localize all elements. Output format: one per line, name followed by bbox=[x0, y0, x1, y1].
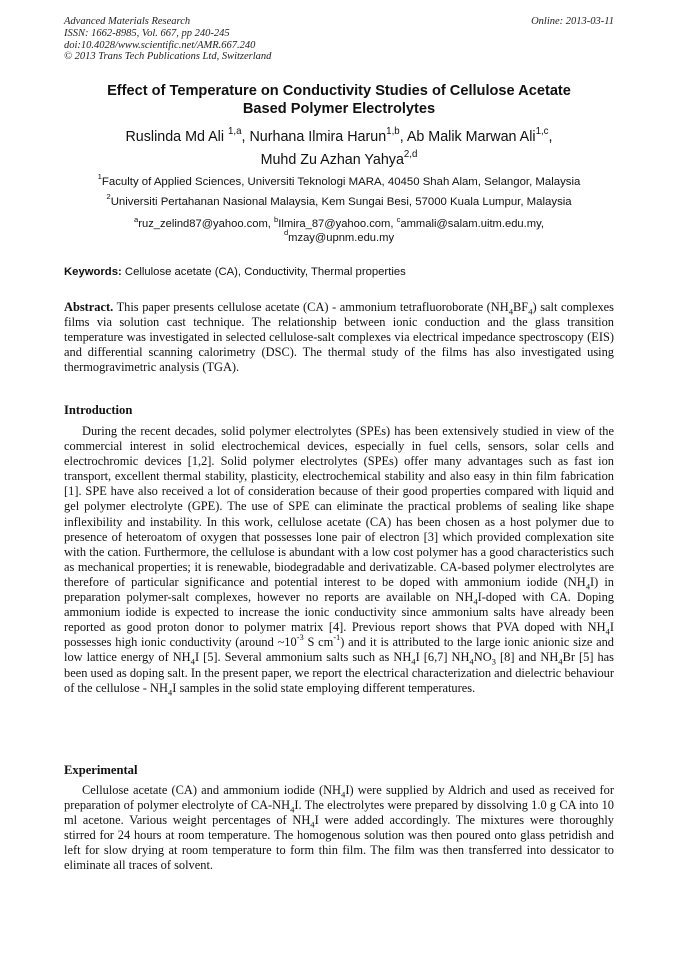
affiliation-sup: 2 bbox=[106, 192, 111, 202]
affiliation-text: Universiti Pertahanan Nasional Malaysia, Kem Sungai Besi, 57000 Kuala Lumpur, Malaysia bbox=[110, 196, 572, 208]
text-run: During the recent decades, solid polymer electrolytes (SPEs) has been extensively studied in view of the commercial interest in solid electrochemical devices, especially in fuel cells, sensors, solar cells and electrochromic devices [1,2]. Solid polymer electrolytes (SPEs) offer many advantages such as fast ion transport, excellent thermal stability, plasticity, electrochemical stability and also easy in thin film fabrication [1]. SPE have also received a lot of consideration because of their good properties compared with liquid and gel polymer electrolyte (GPE). The use of SPE can eliminate the practical problems of sealing like shape inflexibility and instability. In this work, cellulose acetate (CA) has been chosen as a host polymer due to presence of heteroatom of oxygen that possesses lone pair of electron [3] which provided complexation site with the cation. Furthermore, the cellulose is abundant with a low cost polymer has a good characteristics such as mechanical properties; it is renewable, biodegradable and derivatizable. CA-based polymer electrolytes are therefore of particular significance and potential interest to be doped with ammonium iodide (NH bbox=[64, 424, 614, 589]
title-line-1: Effect of Temperature on Conductivity Studies of Cellulose Acetate bbox=[107, 83, 571, 99]
experimental-paragraph bbox=[64, 783, 614, 874]
email-line-2 bbox=[64, 228, 614, 246]
journal-header bbox=[64, 16, 271, 63]
journal-copyright: © 2013 Trans Tech Publications Ltd, Switzerland bbox=[64, 51, 272, 63]
subscript: 4 bbox=[469, 656, 474, 667]
abstract-label: Abstract. bbox=[64, 300, 114, 314]
introduction-body bbox=[64, 424, 614, 696]
text-run: I were added accordingly. The mixtures were thoroughly stirred for 24 hours at room temperature. The homogenous solution was then poured onto glass petridish and left for slow drying at room temperature to form thin film. The film was then transferred into dessicator to eliminate all traces of solvent. bbox=[64, 813, 614, 873]
journal-doi: doi:10.4028/www.scientific.net/AMR.667.240 bbox=[64, 39, 256, 51]
subscript: 4 bbox=[473, 596, 478, 607]
email-address[interactable]: Ilmira_87@yahoo.com bbox=[278, 218, 391, 230]
email-separator: , bbox=[267, 218, 275, 230]
affiliation-1 bbox=[64, 172, 614, 189]
title-line-2: Based Polymer Electrolytes bbox=[242, 100, 436, 117]
subscript: 4 bbox=[558, 656, 563, 667]
author-separator: , bbox=[241, 129, 250, 145]
online-date: Online: 2013-03-11 bbox=[531, 16, 614, 27]
keywords bbox=[64, 266, 614, 279]
text-run: I possesses high ionic conductivity (around ~10 bbox=[64, 620, 614, 650]
affiliation-text: Faculty of Applied Sciences, Universiti Teknologi MARA, 40450 Shah Alam, Selangor, Malaysia bbox=[101, 176, 581, 188]
experimental-body bbox=[64, 783, 614, 874]
section-heading-experimental: Experimental bbox=[64, 763, 138, 777]
author-name: Muhd Zu Azhan Yahya bbox=[260, 152, 404, 168]
subscript: 3 bbox=[491, 656, 496, 667]
subscript: 4 bbox=[528, 306, 533, 317]
keywords-text: Cellulose acetate (CA), Conductivity, Thermal properties bbox=[124, 266, 406, 278]
email-separator: , bbox=[390, 218, 397, 230]
author-list bbox=[64, 126, 614, 172]
subscript: 4 bbox=[310, 819, 315, 830]
author-sup: 1,c bbox=[535, 126, 549, 138]
email-separator: , bbox=[540, 218, 544, 230]
text-run: I-doped with CA. Doping ammonium iodide is expected to increase the ionic conductivity since ammonium salts have already been reported as good proton donor to polymer matrix [4]. Previous report shows that PVA doped with NH bbox=[64, 590, 615, 635]
section-heading-introduction: Introduction bbox=[64, 403, 133, 417]
author-name: Nurhana Ilmira Harun bbox=[249, 129, 387, 145]
text-run: I. The electrolytes were prepared by dissolving 1.0 g CA into 10 ml acetone. Various weight percentages of NH bbox=[64, 798, 614, 828]
paper-title bbox=[64, 83, 614, 118]
subscript: 4 bbox=[411, 656, 416, 667]
text-run: I [6,7] NH bbox=[415, 650, 470, 665]
author-sup: 2,d bbox=[403, 149, 418, 161]
subscript: 4 bbox=[508, 306, 514, 317]
email-address[interactable]: ammali@salam.uitm.edu.my bbox=[400, 218, 541, 230]
author-separator: , bbox=[548, 129, 553, 145]
subscript: 4 bbox=[605, 626, 610, 637]
author-name: Ab Malik Marwan Ali bbox=[406, 129, 536, 145]
author-separator: , bbox=[399, 129, 407, 145]
text-run: I [5]. Several ammonium salts such as NH bbox=[194, 650, 412, 665]
text-run: [8] and NH bbox=[495, 650, 559, 665]
subscript: 4 bbox=[190, 656, 195, 667]
introduction-paragraph bbox=[64, 424, 614, 696]
email-address[interactable]: ruz_zelind87@yahoo.com bbox=[138, 218, 268, 230]
author-sup: 1,a bbox=[228, 126, 242, 138]
affiliation-sup: 1 bbox=[97, 172, 102, 182]
email-line-1 bbox=[64, 214, 614, 232]
text-run: ) and it is attributed to the large ionic anionic size and low lattice energy of NH bbox=[64, 635, 614, 665]
email-address[interactable]: mzay@upnm.edu.my bbox=[288, 231, 395, 244]
author-line-1 bbox=[64, 126, 614, 149]
subscript: 4 bbox=[167, 687, 173, 698]
abstract-paragraph bbox=[64, 300, 614, 375]
superscript: -3 bbox=[296, 632, 304, 643]
text-run: I) were supplied by Aldrich and used as received for preparation of polymer electrolyte of CA-NH bbox=[64, 783, 615, 813]
email-sup: b bbox=[274, 214, 279, 224]
journal-issn: ISSN: 1662-8985, Vol. 667, pp 240-245 bbox=[64, 27, 230, 39]
subscript: 4 bbox=[585, 581, 591, 592]
author-sup: 1,b bbox=[386, 126, 400, 138]
text-run: Cellulose acetate (CA) and ammonium iodide (NH bbox=[82, 783, 341, 797]
keywords-label: Keywords: bbox=[64, 266, 122, 278]
abstract bbox=[64, 300, 614, 375]
email-sup: a bbox=[134, 214, 139, 224]
text-run: I) in preparation polymer-salt complexes, however no reports are available on NH bbox=[64, 574, 614, 605]
subscript: 4 bbox=[340, 789, 346, 800]
text-run: S cm bbox=[303, 635, 334, 650]
text-run: NO bbox=[473, 650, 492, 665]
superscript: -1 bbox=[333, 632, 341, 643]
email-sup: d bbox=[283, 228, 289, 238]
email-sup: c bbox=[396, 214, 401, 224]
email-list bbox=[64, 214, 614, 245]
text-run: This paper presents cellulose acetate (CA) - ammonium tetrafluoroborate (NH bbox=[116, 300, 509, 314]
subscript: 4 bbox=[290, 804, 295, 815]
journal-name: Advanced Materials Research bbox=[64, 16, 191, 27]
text-run: BF bbox=[513, 300, 529, 314]
text-run: ) salt complexes films via solution cast technique. The relationship between ionic conduction and the glass transition temperature was investigated in selected cellulose-salt complexes via electrical impedance spectroscopy (EIS) and differential scanning calorimetry (DSC). The thermal study of the films has also investigated using thermogravimetric analysis (TGA). bbox=[64, 300, 614, 375]
affiliation-2 bbox=[64, 192, 614, 209]
text-run: I samples in the solid state employing different temperatures. bbox=[172, 680, 476, 695]
text-run: Br [5] has been used as doping salt. In the present paper, we report the electrical characterization and dielectric behaviour of the cellulose - NH bbox=[64, 650, 614, 695]
author-line-2 bbox=[64, 149, 614, 172]
author-name: Ruslinda Md Ali bbox=[125, 129, 225, 145]
